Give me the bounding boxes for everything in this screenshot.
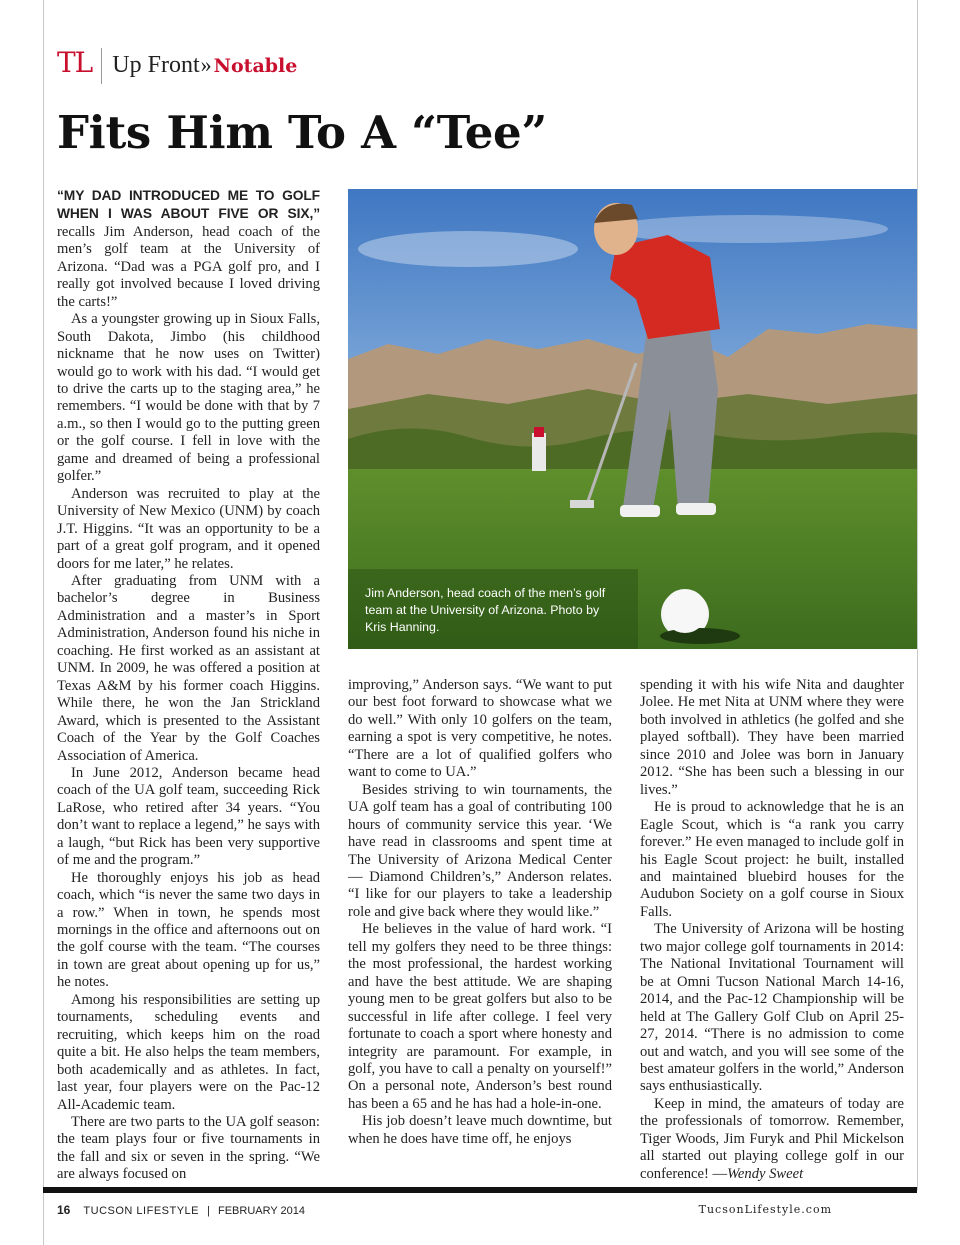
golfer-photo-illustration (348, 189, 917, 649)
footer-separator: | (207, 1205, 210, 1217)
golfer-photo (348, 189, 917, 649)
tl-logo: TL (57, 46, 93, 79)
magazine-name: TUCSON LIFESTYLE (83, 1205, 199, 1217)
article-column-3 (640, 677, 904, 1183)
section-header (57, 46, 297, 86)
article-paragraph: There are two parts to the UA golf season: the team plays four or five tournaments in the fall and six or seven in the spring. “We are always focused on (57, 1114, 320, 1183)
paragraph-text: Keep in mind, the amateurs of today are the professionals of tomorrow. Remember, Tiger Woods, Jim Furyk and Phil Mickelson all started out playing college golf in our conference! — (640, 1095, 904, 1182)
right-margin-rule (917, 0, 918, 1190)
section-name: Up Front (112, 52, 200, 78)
left-margin-rule (43, 0, 44, 1245)
lead-in: “MY DAD INTRODUCED ME TO GOLF WHEN I WAS ABOUT FIVE OR SIX,” (57, 188, 320, 222)
article-column-2 (348, 677, 612, 1148)
article-paragraph: As a youngster growing up in Sioux Falls, South Dakota, Jimbo (his childhood nickname that he now uses on Twitter) would go to work with his dad. “I would get to drive the carts up to the staging area,” he remembers. “I would be done with that by 7 a.m., so then I would go to the putting green or the golf course. I fell in love with the game and dreamed of being a professional golfer.” (57, 311, 320, 485)
article-headline: Fits Him To A “Tee” (57, 106, 547, 159)
photo-caption: Jim Anderson, head coach of the men’s golf team at the University of Arizona. Photo by Kris Hanning. (365, 586, 606, 634)
page-number: 16 (57, 1203, 71, 1217)
article-paragraph: He believes in the value of hard work. “I tell my golfers they need to be three things: the most professional, the hardest working and have the best attitude. We are shaping young men to be great golfers but also to be successful in life after college. I feel very fortunate to coach a sport where honesty and integrity are paramount. For example, in golf, you have to call a penalty on yourself!” On a personal note, Anderson’s best round has been a 65 and he has had a hole-in-one. (348, 921, 612, 1112)
article-paragraph: Among his responsibilities are setting up tournaments, scheduling events and recruiting, which keeps him on the road quite a bit. He also helps the team members, both academically and as athletes. In fact, last year, four players were on the Pac-12 All-Academic team. (57, 991, 320, 1113)
article-paragraph: He thoroughly enjoys his job as head coach, which “is never the same two days in a row.” When in town, he spends most mornings in the office and afternoons out on the golf course with the team. “The courses in town are great about opening up for us,” he notes. (57, 869, 320, 991)
article-paragraph: His job doesn’t leave much downtime, but when he does have time off, he enjoys (348, 1113, 612, 1147)
subsection-name: Notable (213, 55, 298, 77)
article-column-1 (57, 187, 320, 1184)
section-chevron: » (200, 52, 212, 77)
paragraph-text: recalls Jim Anderson, head coach of the men’s golf team at the University of Arizona. “Dad was a PGA golf pro, and I really got involved because I loved driving the carts!” (57, 223, 320, 310)
footer-rule (43, 1187, 917, 1193)
footer-left (57, 1203, 305, 1217)
article-paragraph: He is proud to acknowledge that he is an Eagle Scout, which is “a rank you carry forever.” He even managed to include golf in his Eagle Scout project: he built, installed and maintained bluebird houses for the Audubon Society on a golf course in Sioux Falls. (640, 799, 904, 920)
website-url: TucsonLifestyle.com (698, 1203, 832, 1216)
article-paragraph: After graduating from UNM with a bachelor’s degree in Business Administration and a master’s in Sport Administration, Anderson found his niche in coaching. He first worked as an assistant at UNM. In 2009, he was offered a position at Texas A&M by his former coach Higgins. While there, he won the Jan Strickland Award, which is presented to the Assistant Coach of the Year by the Golf Coaches Association of America. (57, 572, 320, 764)
article-paragraph (57, 187, 320, 311)
issue-date: FEBRUARY 2014 (217, 1205, 306, 1217)
article-paragraph: spending it with his wife Nita and daughter Jolee. He met Nita at UNM where they were both involved in athletics (he golfed and she played softball). They have been married since 2010 and Jolee was born in January 2012. “She has been such a blessing in our lives.” (640, 677, 904, 798)
article-paragraph: improving,” Anderson says. “We want to put our best foot forward to showcase what we do well.” With only 10 golfers on the team, earning a spot is very competitive, he notes. “There are a lot of qualified golfers who want to come to UA.” (348, 677, 612, 781)
header-divider (101, 48, 102, 84)
article-paragraph: Anderson was recruited to play at the University of New Mexico (UNM) by coach J.T. Higgins. “It was an opportunity to be a part of a great golf program, and it opened doors for me later,” he relates. (57, 485, 320, 572)
article-paragraph (640, 1096, 904, 1183)
article-paragraph: Besides striving to win tournaments, the UA golf team has a goal of contributing 100 hours of community service this year. ‘We have read in classrooms and spent time at The University of Arizona Medical Center — Diamond Children’s,” Anderson relates. “I like for our players to take a leadership role and give back where they would like.” (348, 781, 612, 920)
article-paragraph: The University of Arizona will be hosting two major college golf tournaments in 2014: The National Invitational Tournament will be at Omni Tucson National March 14-16, 2014, and the Pac-12 Championship will be held at The Gallery Golf Club on April 25-27, 2014. “There is no admission to come out and watch, and you will see some of the best amateur golfers in the world,” Anderson says enthusiastically. (640, 921, 904, 1095)
author-signature: Wendy Sweet (727, 1165, 804, 1182)
article-paragraph: In June 2012, Anderson became head coach of the UA golf team, succeeding Rick LaRose, who retired after 34 years. “You don’t want to replace a legend,” he says with a laugh, “but Rick has been very supportive of me and the program.” (57, 764, 320, 869)
